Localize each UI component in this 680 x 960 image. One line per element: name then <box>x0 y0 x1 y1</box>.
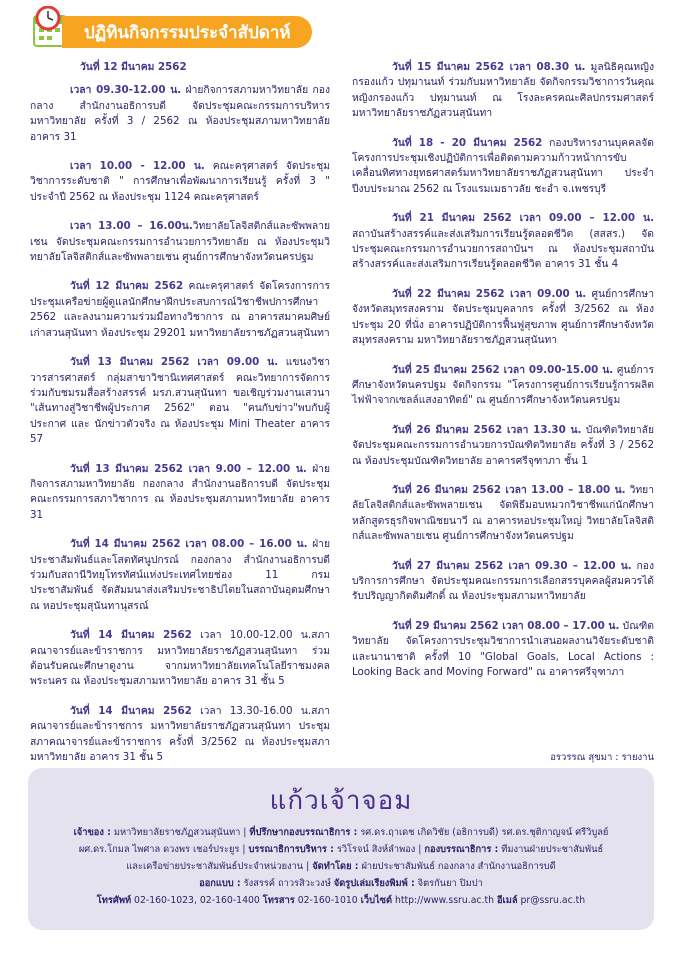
event-entry: วันที่ 13 มีนาคม 2562 เวลา 9.00 – 12.00 น. ฝ่ายกิจการสภามหาวิทยาลัย กองกลาง สำนักงานอธิการบดี จัดประชุมคณะกรรมการสภาวิชาการ ณ ห้องประชุมสภามหาวิทยาลัย อาคาร 31 <box>30 462 330 521</box>
event-entry: วันที่ 26 มีนาคม 2562 เวลา 13.30 น. บัณฑิตวิทยาลัยจัดประชุมคณะกรรมการอำนวยการบัณฑิตวิทยาลัย ครั้งที่ 3 / 2562 ณ ห้องประชุมบัณฑิตวิทยาลัย อาคารศรีจุฑาภา ชั้น 1 <box>352 423 654 467</box>
event-entry: เวลา 09.30-12.00 น. ฝ่ายกิจการสภามหาวิทยาลัย กองกลาง สำนักงานอธิการบดี จัดประชุมคณะกรรมการบริหารมหาวิทยาลัย ครั้งที่ 3 / 2562 ณ ห้องประชุมสภามหาวิทยาลัย อาคาร 31 <box>30 84 330 143</box>
event-entry: วันที่ 14 มีนาคม 2562 เวลา 13.30-16.00 น.สภาคณาจารย์และข้าราชการ มหาวิทยาลัยราชภัฏสวนสุนันทา ประชุมสภาคณาจารย์และข้าราชการ ครั้งที่ 3/2562 ณ ห้องประชุมสภามหาวิทยาลัย อาคาร 31 ชั้น 5 <box>30 704 330 764</box>
page-title: ปฏิทินกิจกรรมประจำสัปดาห์ <box>84 23 291 43</box>
staff-box <box>28 768 654 930</box>
event-entry: วันที่ 15 มีนาคม 2562 เวลา 08.30 น. มูลนิธิคุณหญิงกรองแก้ว ปทุมานนท์ ร่วมกับมหาวิทยาลัย จัดกิจกรรมวิชาการวันคุณหญิงกรองแก้ว ปทุมานนท์ ณ โรงละครคณะศิลปกรรมศาสตร์ มหาวิทยาลัยราชภัฏสวนสุนันทา <box>352 61 654 120</box>
staff-line: เจ้าของ : มหาวิทยาลัยราชภัฏสวนสุนันทา | ที่ปรึกษากองบรรณาธิการ : รศ.ดร.ฤาเดช เกิดวิชัย (อธิการบดี) รศ.ดร.ชุติกาญจน์ ศรีวิบูลย์ <box>73 827 609 838</box>
staff-title: แก้วเจ้าจอม <box>269 786 413 816</box>
event-entry: เวลา 10.00 - 12.00 น. คณะครุศาสตร์ จัดประชุมวิชาการระดับชาติ " การศึกษาเพื่อพัฒนาการเรียนรู้ ครั้งที่ 3 " ประจำปี 2562 ณ ห้องประชุม 1124 คณะครุศาสตร์ <box>30 160 330 203</box>
event-entry: วันที่ 21 มีนาคม 2562 เวลา 09.00 – 12.00 น. สถาบันสร้างสรรค์และส่งเสริมการเรียนรู้ตลอดชีวิต (สสสร.) จัดประชุมคณะกรรมการอำนวยการสถาบันฯ ณ ห้องประชุมสถาบันสร้างสรรค์และส่งเสริมการเรียนรู้ตลอดชีวิต อาคาร 31 ชั้น 4 <box>352 212 654 271</box>
event-entry: วันที่ 13 มีนาคม 2562 เวลา 09.00 น. แขนงวิชาวารสารศาสตร์ กลุ่มสาขาวิชานิเทศศาสตร์ คณะวิทยาการจัดการ ร่วมกับชมรมสื่อสร้างสรรค์ มรภ.สวนสุนันทา ขอเชิญร่วมงานเสวนา "เส้นทางสู่วิชาชีพผู้ประกาศ 2562" ตอน "คนกับข่าว"พบกับผู้ประกาศ และ นักข่าวตัวจริง ณ ห้องประชุม Mini Theater อาคาร 57 <box>30 356 330 446</box>
staff-line: และเครือข่ายประชาสัมพันธ์ประจำหน่วยงาน | จัดทำโดย : ฝ่ายประชาสัมพันธ์ กองกลาง สำนักงานอธิการบดี <box>126 861 556 872</box>
reporter-credit: อรวรรณ สุขมา : รายงาน <box>550 752 654 763</box>
staff-line: ออกแบบ : รังสรรค์ ถาวรสิวะวงษ์ จัดรูปเล่มเรียงพิมพ์ : จิตรกันยา ปิมปา <box>199 878 483 889</box>
right-column <box>352 60 654 694</box>
event-entry: วันที่ 14 มีนาคม 2562 เวลา 10.00-12.00 น.สภาคณาจารย์และข้าราชการ มหาวิทยาลัยราชภัฏสวนสุนันทา ร่วมต้อนรับคณะศึกษาดูงาน จากมหาวิทยาลัยเทคโนโลยีราชมงคลพระนคร ณ ห้องประชุมสภามหาวิทยาลัย อาคาร 31 ชั้น 5 <box>30 629 330 688</box>
event-entry: วันที่ 22 มีนาคม 2562 เวลา 09.00 น. ศูนย์การศึกษาจังหวัดสมุทรสงคราม จัดประชุมบุคลากร ครั้งที่ 3/2562 ณ ห้องประชุม 20 ที่นั่ง อาคารปฏิบัติการฟื้นฟูสุขภาพ ศูนย์การศึกษาจังหวัดสมุทรสงคราม มหาวิทยาลัยราชภัฏสวนสุนันทา <box>352 287 654 347</box>
event-entry: วันที่ 18 - 20 มีนาคม 2562 กองบริหารงานบุคคลจัดโครงการประชุมเชิงปฏิบัติการเพื่อติดตามความก้าวหน้าการขับเคลื่อนทิศทางยุทธศาสตร์มหาวิทยาลัยราชภัฏสวนสุนันทา ประจำปีงบประมาณ 2562 ณ โรงแรมเมธาวลัย ชะอำ จ.เพชรบุรี <box>352 136 654 195</box>
left-column <box>30 60 330 779</box>
event-entry: วันที่ 14 มีนาคม 2562 เวลา 08.00 – 16.00 น. ฝ่ายประชาสัมพันธ์และโสตทัศนูปกรณ์ กองกลาง สำนักงานอธิการบดี ร่วมกับสถานีวิทยุโทรทัศน์แห่งประเทศไทยช่อง 11 กรมประชาสัมพันธ์ จัดสัมมนาส่งเสริมประชาธิปไตยในสถาบันอุดมศึกษา ณ หอประชุมสุนันทานุสรณ์ <box>30 538 330 612</box>
staff-credits <box>42 824 640 909</box>
staff-line: โทรศัพท์ 02-160-1023, 02-160-1400 โทรสาร 02-160-1010 เว็บไซต์ http://www.ssru.ac.th อีเมล์ pr@ssru.ac.th <box>96 895 586 906</box>
event-entry: วันที่ 26 มีนาคม 2562 เวลา 13.00 – 18.00 น. วิทยาลัยโลจิสติกส์และซัพพลายเชน จัดพิธีมอบหมวกวิชาชีพแก่นักศึกษาหลักสูตรธุรกิจพาณิชยนาวี ณ อาคารหอประชุมใหญ่ วิทยาลัยโลจิสติกส์และซัพพลายเชน ศูนย์การศึกษาจังหวัดนครปฐม <box>352 483 654 543</box>
first-date-heading: วันที่ 12 มีนาคม 2562 <box>80 61 187 73</box>
event-entry: วันที่ 25 มีนาคม 2562 เวลา 09.00-15.00 น. ศูนย์การศึกษาจังหวัดนครปฐม จัดกิจกรรม "โครงการศูนย์การเรียนรู้การผลิตไฟฟ้าจากเซลล์แสงอาทิตย์" ณ ศูนย์การศึกษาจังหวัดนครปฐม <box>352 363 654 407</box>
header <box>0 0 680 62</box>
event-entry: เวลา 13.00 – 16.00น.วิทยาลัยโลจิสติกส์และซัพพลายเชน จัดประชุมคณะกรรมการอำนวยการวิทยาลัย ณ ห้องประชุมวิทยาลัยโลจิสติกส์และซัพพลายเชน ศูนย์การศึกษาจังหวัดนครปฐม <box>30 220 330 264</box>
event-entry: วันที่ 12 มีนาคม 2562 คณะครุศาสตร์ จัดโครงการการประชุมเครือข่ายผู้ดูแลนักศึกษาฝึกประสบการณ์วิชาชีพปการศึกษา 2562 และลงนามความร่วมมือทางวิชาการ ณ อาคารสมาคมศิษย์เก่าสวนสุนันทา ห้องประชุม 29201 มหาวิทยาลัยราชภัฏสวนสุนันทา <box>30 280 330 339</box>
event-entry: วันที่ 29 มีนาคม 2562 เวลา 08.00 – 17.00 น. บัณฑิตวิทยาลัย จัดโครงการประชุมวิชาการนำเสนอผลงานวิจัยระดับชาติและนานาชาติ ครั้งที่ 10 "Global Goals, Local Actions : Looking Back and Moving Forward" ณ อาคารศรีจุฑาภา <box>352 619 654 678</box>
staff-line: ผศ.ดร.โกมล ไพศาล ดวงพร เชอร์ประยูร | บรรณาธิการบริหาร : รวิโรจน์ สิงห์ลำพอง | กองบรรณาธิการ : ทีมงานฝ่ายประชาสัมพันธ์ <box>78 844 604 855</box>
event-entry: วันที่ 27 มีนาคม 2562 เวลา 09.30 – 12.00 น. กองบริการการศึกษา จัดประชุมคณะกรรมการเลือกสรรบุคคลผู้สมควรได้รับปริญญากิตติมศักดิ์ ณ ห้องประชุมสภามหาวิทยาลัย <box>352 559 654 603</box>
